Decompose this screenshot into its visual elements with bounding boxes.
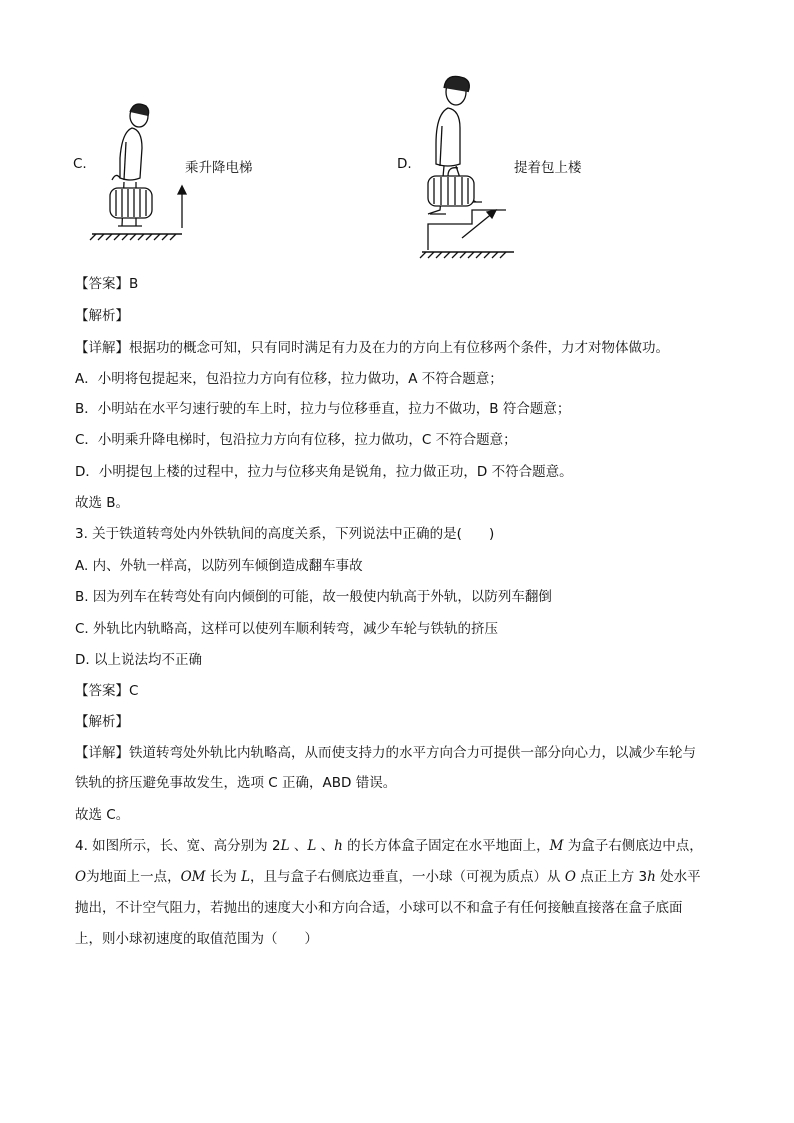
q3-option-d: D. 以上说法均不正确 bbox=[75, 652, 202, 668]
q3-answer: 【答案】C bbox=[75, 683, 139, 699]
q3-analysis-heading: 【解析】 bbox=[75, 714, 129, 730]
option-c-label: C. bbox=[73, 156, 87, 172]
figure-d-stairs-illustration bbox=[418, 70, 528, 260]
q2-option-c-explanation: C．小明乘升降电梯时，包沿拉力方向有位移，拉力做功，C 不符合题意； bbox=[75, 432, 517, 448]
q2-option-b-explanation: B．小明站在水平匀速行驶的车上时，拉力与位移垂直，拉力不做功，B 符合题意； bbox=[75, 401, 571, 417]
q2-option-d-explanation: D．小明提包上楼的过程中，拉力与位移夹角是锐角，拉力做正功，D 不符合题意。 bbox=[75, 464, 573, 480]
q4-stem-line3: 抛出，不计空气阻力，若抛出的速度大小和方向合适，小球可以不和盒子有任何接触直接落在盒子底面 bbox=[75, 900, 683, 916]
q2-detail: 【详解】根据功的概念可知，只有同时满足有力及在力的方向上有位移两个条件，力才对物体做功。 bbox=[75, 340, 669, 356]
q4-stem-line2: O为地面上一点，OM 长为 L，且与盒子右侧底边垂直，一小球（可视为质点）从 O 点正上方 3h 处水平 bbox=[75, 869, 701, 885]
q3-option-c: C. 外轨比内轨略高，这样可以使列车顺利转弯，减少车轮与铁轨的挤压 bbox=[75, 621, 499, 637]
q4-stem-line4: 上，则小球初速度的取值范围为（ ） bbox=[75, 931, 318, 947]
figure-d-caption: 提着包上楼 bbox=[514, 160, 582, 176]
q3-option-b: B. 因为列车在转弯处有向内倾倒的可能，故一般使内轨高于外轨，以防列车翻倒 bbox=[75, 589, 552, 605]
q4-stem-line1: 4. 如图所示，长、宽、高分别为 2L 、L 、h 的长方体盒子固定在水平地面上，M 为盒子右侧底边中点， bbox=[75, 838, 703, 854]
q2-answer: 【答案】B bbox=[75, 276, 139, 292]
q2-analysis-heading: 【解析】 bbox=[75, 308, 129, 324]
q3-detail-line1: 【详解】铁道转弯处外轨比内轨略高，从而使支持力的水平方向合力可提供一部分向心力，以减少车轮与 bbox=[75, 745, 696, 761]
option-d-label: D. bbox=[397, 156, 412, 172]
q2-conclusion: 故选 B。 bbox=[75, 495, 130, 511]
q3-option-a: A. 内、外轨一样高，以防列车倾倒造成翻车事故 bbox=[75, 558, 363, 574]
figure-c-caption: 乘升降电梯 bbox=[185, 160, 253, 176]
q2-option-a-explanation: A．小明将包提起来，包沿拉力方向有位移，拉力做功，A 不符合题意； bbox=[75, 371, 503, 387]
q3-detail-line2: 铁轨的挤压避免事故发生，选项 C 正确，ABD 错误。 bbox=[75, 775, 397, 791]
q3-stem: 3. 关于铁道转弯处内外铁轨间的高度关系，下列说法中正确的是( ) bbox=[75, 526, 495, 542]
q3-conclusion: 故选 C。 bbox=[75, 807, 130, 823]
